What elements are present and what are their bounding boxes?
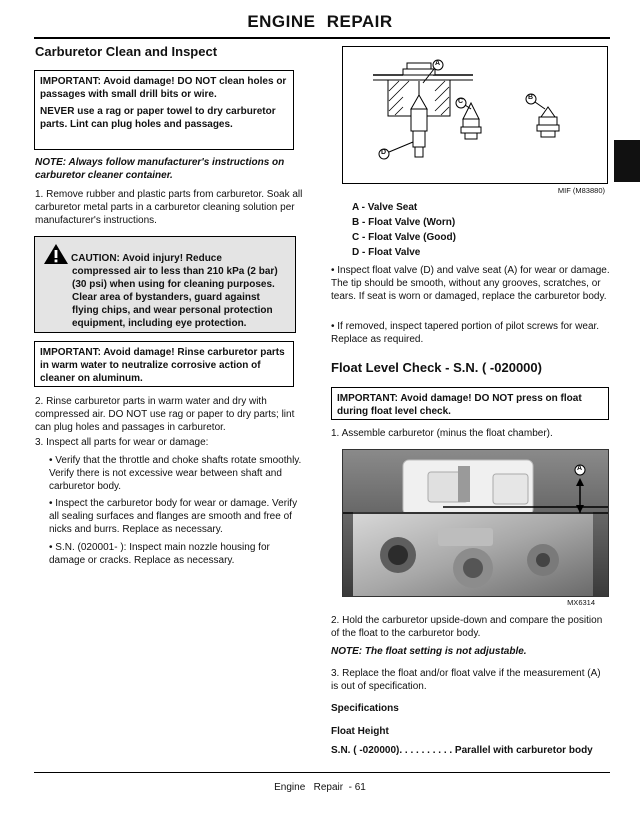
figure-valve-seat xyxy=(342,46,608,184)
photo-label-a: A xyxy=(577,465,583,472)
note-not-adjustable: NOTE: The float setting is not adjustable. xyxy=(331,646,527,657)
step-1-soak: 1. Remove rubber and plastic parts from carburetor. Soak all carburetor metal parts in a carburetor cleaning solution per manufacturer's instructions. xyxy=(35,189,303,226)
chapter-tab-marker xyxy=(614,140,640,182)
figure-label-b: B xyxy=(528,94,534,101)
figure-label-d: D xyxy=(381,149,387,156)
legend-item-b: B - Float Valve (Worn) xyxy=(352,217,456,228)
specifications-heading: Specifications xyxy=(331,703,399,714)
step-2-rinse: 2. Rinse carburetor parts in warm water and dry with compressed air. DO NOT use rag or paper to dry parts; lint can plug holes and passages in carburetor. xyxy=(35,396,295,433)
bullet-float-valve: • Inspect float valve (D) and valve seat (A) for wear or damage. The tip should be smooth, without any grooves, scratches, or tears. If seat is worn or damaged, replace the carburetor body. xyxy=(331,265,610,302)
important-box-float xyxy=(331,387,609,420)
important-text-float: IMPORTANT: Avoid damage! DO NOT press on float during float level check. xyxy=(337,393,582,417)
important-box-drill-bits xyxy=(34,70,294,150)
footer-rule xyxy=(34,772,610,773)
important-text-2: NEVER use a rag or paper towel to dry carburetor parts. Lint can plug holes and passages. xyxy=(40,106,276,130)
step-3-replace: 3. Replace the float and/or float valve if the measurement (A) is out of specification. xyxy=(331,668,601,692)
legend-item-d: D - Float Valve xyxy=(352,247,421,258)
step-1-assemble: 1. Assemble carburetor (minus the float chamber). xyxy=(331,428,553,439)
legend-item-a: A - Valve Seat xyxy=(352,202,418,213)
carburetor-photo xyxy=(342,449,609,597)
spec-line-float-height: S.N. ( -020000). . . . . . . . . . Parallel with carburetor body xyxy=(331,745,593,756)
figure-caption-1: MIF (M83880) xyxy=(557,186,605,195)
page-title: ENGINE REPAIR xyxy=(247,12,393,31)
figure-legend xyxy=(352,200,456,260)
header-rule xyxy=(34,37,610,39)
caution-header: CAUTION: Avoid injury! Reduce xyxy=(43,243,287,265)
caution-body: compressed air to less than 210 kPa (2 bar) (30 psi) when using for cleaning purposes. Clear area of bystanders, guard against flying chips, and wear personal protection equipment, including eye protection. xyxy=(72,266,278,329)
carburetor-photo-illustration xyxy=(343,450,608,596)
valve-diagram xyxy=(343,47,607,183)
step-2-hold: 2. Hold the carburetor upside-down and compare the position of the float to the carburetor body. xyxy=(331,615,603,639)
caution-box-compressed-air xyxy=(34,236,296,333)
figure-caption-2: MX6314 xyxy=(567,598,595,607)
bullet-shafts: • Verify that the throttle and choke shafts rotate smoothly. Verify there is not excessive wear between shaft and carburetor body. xyxy=(49,455,302,492)
legend-item-c: C - Float Valve (Good) xyxy=(352,232,456,243)
important-box-rinse xyxy=(34,341,294,387)
figure-label-a: A xyxy=(435,60,441,67)
note-cleaner-instructions: NOTE: Always follow manufacturer's instructions on carburetor cleaner container. xyxy=(35,157,285,181)
bullet-pilot-screws: • If removed, inspect tapered portion of pilot screws for wear. Replace as required. xyxy=(331,321,600,345)
figure-label-c: C xyxy=(458,98,464,105)
important-text-rinse: IMPORTANT: Avoid damage! Rinse carburetor parts in warm water to neutralize corrosive action of cleaner on aluminum. xyxy=(40,347,285,384)
bullet-carb-body: • Inspect the carburetor body for wear or damage. Verify all sealing surfaces and flanges are smooth and free of nicks and burrs. Replace as necessary. xyxy=(49,498,298,535)
important-text-1: IMPORTANT: Avoid damage! DO NOT clean holes or passages with small drill bits or wire. xyxy=(40,76,287,100)
float-height-heading: Float Height xyxy=(331,726,389,737)
warning-triangle-icon xyxy=(43,243,69,265)
section-title-float-level: Float Level Check - S.N. ( -020000) xyxy=(331,360,542,375)
footer-page-label: Engine Repair - 61 xyxy=(274,782,366,793)
bullet-nozzle-housing: • S.N. (020001- ): Inspect main nozzle housing for damage or cracks. Replace as necessary. xyxy=(49,542,270,566)
step-3-inspect: 3. Inspect all parts for wear or damage: xyxy=(35,437,209,448)
section-title-clean-inspect: Carburetor Clean and Inspect xyxy=(35,44,218,59)
